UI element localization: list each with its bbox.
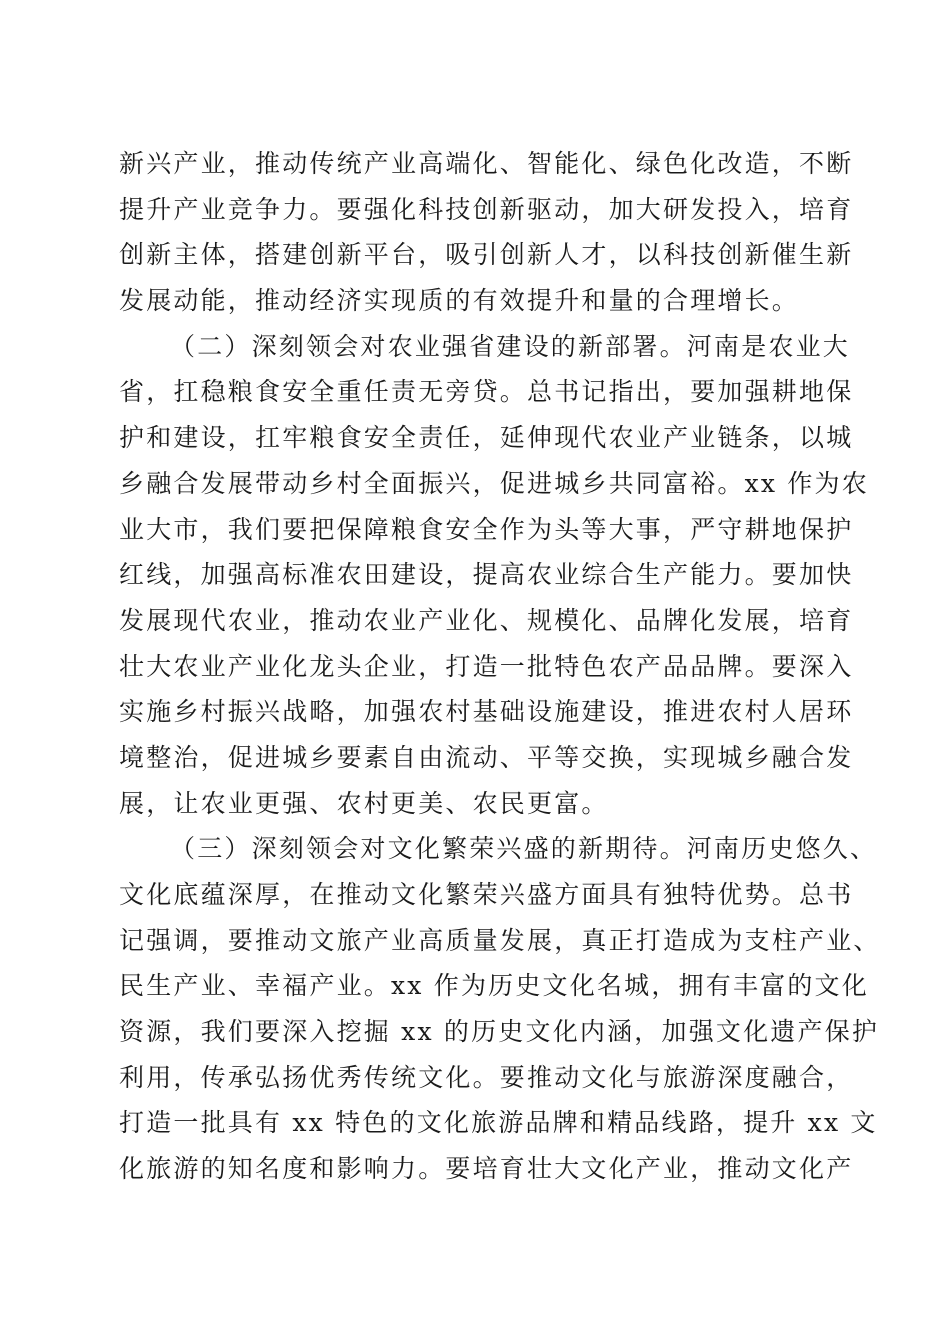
text-line: 省，扛稳粮食安全重任责无旁贷。总书记指出，要加强耕地保 [119, 377, 854, 407]
text-line: 打造一批具有 xx 特色的文化旅游品牌和精品线路，提升 xx 文 [119, 1108, 878, 1138]
text-line: 创新主体，搭建创新平台，吸引创新人才，以科技创新催生新 [119, 240, 854, 270]
text-line: 展，让农业更强、农村更美、农民更富。 [119, 788, 609, 818]
text-line: 提升产业竞争力。要强化科技创新驱动，加大研发投入，培育 [119, 194, 854, 224]
text-line: 新兴产业，推动传统产业高端化、智能化、绿色化改造，不断 [119, 149, 854, 178]
text-line: 民生产业、幸福产业。xx 作为历史文化名城，拥有丰富的文化 [119, 971, 869, 1001]
paragraph-culture [119, 826, 881, 1192]
text-line: 红线，加强高标准农田建设，提高农业综合生产能力。要加快 [119, 560, 854, 590]
text-line: 乡融合发展带动乡村全面振兴，促进城乡共同富裕。xx 作为农 [119, 468, 869, 498]
paragraph-industry-innovation [119, 141, 859, 324]
text-line: 实施乡村振兴战略，加强农村基础设施建设，推进农村人居环 [119, 697, 854, 727]
document-body [119, 141, 881, 1192]
text-line: 资源，我们要深入挖掘 xx 的历史文化内涵，加强文化遗产保护 [119, 1017, 880, 1047]
section-heading-line: （二）深刻领会对农业强省建设的新部署。河南是农业大 [170, 331, 851, 361]
paragraph-agriculture [119, 324, 869, 827]
text-line: 护和建设，扛牢粮食安全责任，延伸现代农业产业链条，以城 [119, 423, 854, 453]
text-line: 记强调，要推动文旅产业高质量发展，真正打造成为支柱产业、 [119, 925, 881, 955]
text-line: 文化底蕴深厚，在推动文化繁荣兴盛方面具有独特优势。总书 [119, 880, 854, 909]
text-line: 化旅游的知名度和影响力。要培育壮大文化产业，推动文化产 [119, 1154, 854, 1184]
text-line: 发展动能，推动经济实现质的有效提升和量的合理增长。 [119, 286, 800, 316]
text-line: 发展现代农业，推动农业产业化、规模化、品牌化发展，培育 [119, 605, 854, 635]
section-heading-line: （三）深刻领会对文化繁荣兴盛的新期待。河南历史悠久、 [170, 834, 878, 864]
text-line: 壮大农业产业化龙头企业，打造一批特色农产品品牌。要深入 [119, 651, 854, 681]
text-line: 业大市，我们要把保障粮食安全作为头等大事，严守耕地保护 [119, 514, 854, 544]
text-line: 境整治，促进城乡要素自由流动、平等交换，实现城乡融合发 [119, 742, 854, 772]
text-line: 利用，传承弘扬优秀传统文化。要推动文化与旅游深度融合， [119, 1062, 854, 1092]
